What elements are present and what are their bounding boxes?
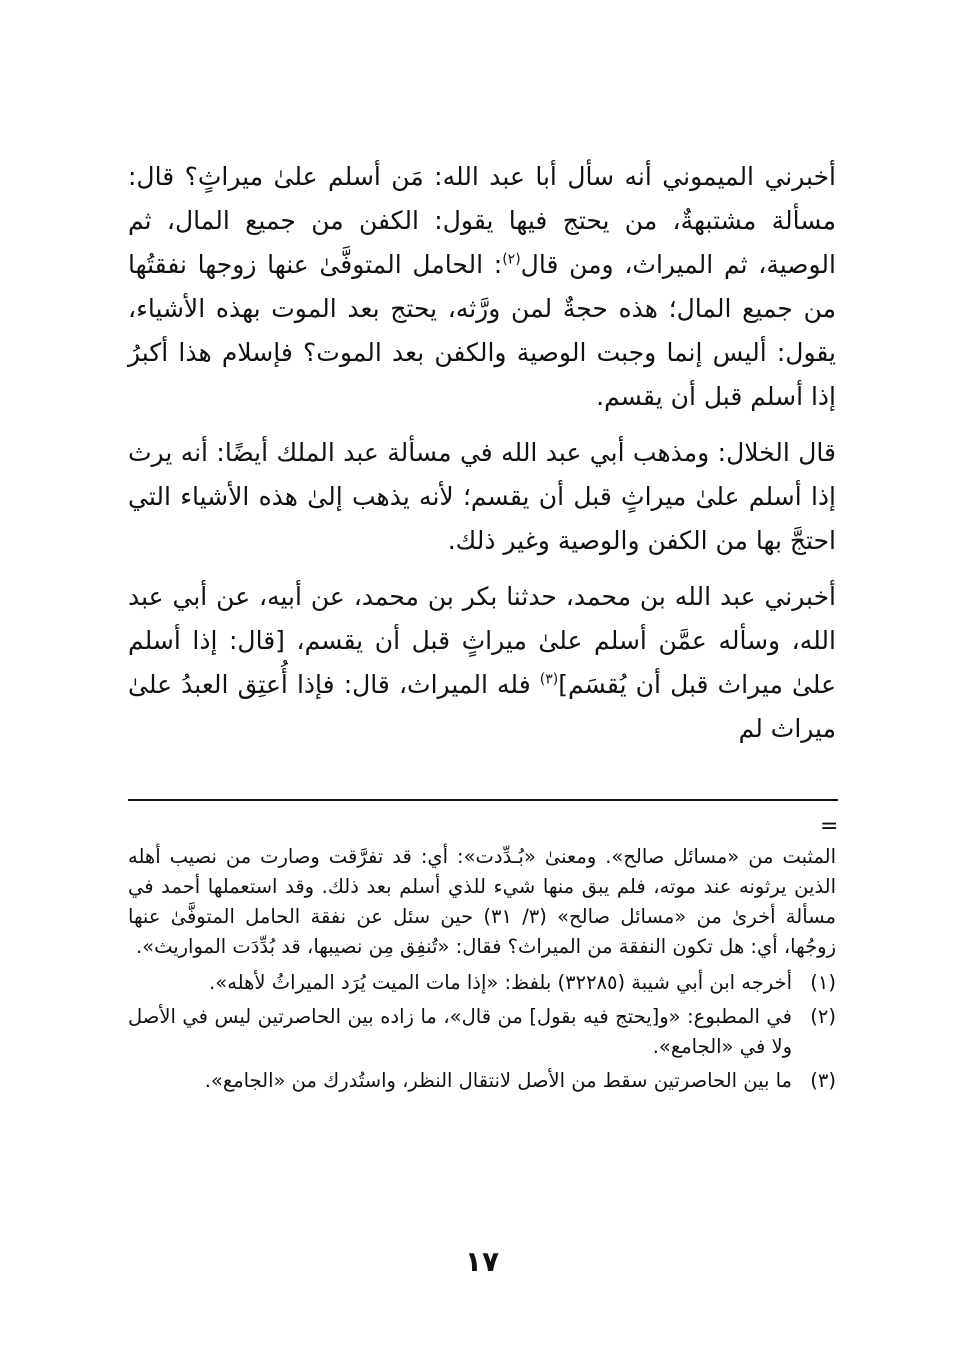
footnote-3-text: ما بين الحاصرتين سقط من الأصل لانتقال النظر، واستُدرك من «الجامع». (204, 1069, 792, 1092)
paragraph-3 (128, 575, 836, 751)
footnote-2-number: (٢) (810, 1005, 836, 1028)
footnote-1-number: (١) (810, 971, 836, 994)
footnote-continuation-mark: = (820, 814, 839, 839)
footnote-ref-3: (٣) (539, 671, 559, 688)
footnote-list (128, 968, 836, 1096)
footnote-3 (128, 1066, 836, 1096)
page-number: ١٧ (464, 1245, 500, 1278)
paragraph-1 (128, 155, 836, 419)
footnote-2 (128, 1002, 836, 1062)
footnote-2-text: في المطبوع: «و[يحتج فيه بقول] من قال»، ما زاده بين الحاصرتين ليس في الأصل ولا في «الجامع». (128, 1005, 792, 1058)
footnote-1 (128, 968, 836, 998)
paragraph-1-text-start: أخبرني الميموني أنه سأل أبا عبد الله: مَن أسلم علىٰ ميراثٍ؟ قال: مسألة مشتبهةٌ، من يحتج فيها يقول: الكفن من جميع المال، ثم الوصية، ثم الميراث، ومن قال (128, 162, 836, 279)
paragraph-1-text-end: : الحامل المتوفَّىٰ عنها زوجها نفقتُها من جميع المال؛ هذه حجةٌ لمن ورَّثه، يحتج بعد الموت بهذه الأشياء، يقول: أليس إنما وجبت الوصية والكفن بعد الموت؟ فإسلام هذا أكبرُ إذا أسلم قبل أن يقسم. (128, 250, 836, 411)
main-text (128, 155, 836, 751)
paragraph-3-text-end: فله الميراث، قال: فإذا أُعتِق العبدُ علىٰ ميراث لم (128, 670, 836, 743)
footnote-ref-2: (٢) (502, 251, 521, 268)
paragraph-3-text-start: أخبرني عبد الله بن محمد، حدثنا بكر بن محمد، عن أبيه، عن أبي عبد الله، وسأله عمَّن أسلم علىٰ ميراثٍ قبل أن يقسم، [قال: إذا أسلم علىٰ ميراث قبل أن يُقسَم] (128, 582, 836, 699)
footnote-1-text: أخرجه ابن أبي شيبة (٣٢٢٨٥) بلفظ: «إذا مات الميت يُرَد الميراثُ لأهله». (209, 971, 792, 994)
footnote-separator (128, 799, 838, 801)
footnotes-section (128, 842, 836, 1100)
footnote-continued-text: المثبت من «مسائل صالح». ومعنىٰ «بُـدِّدت»: أي: قد تفرَّقت وصارت من نصيب أهله الذين يرثونه عند موته، فلم يبق منها شيء للذي أسلم بعد ذلك. وقد استعملها أحمد في مسألة أخرىٰ من «مسائل صالح» (٣/ ٣١) حين سئل عن نفقة الحامل المتوفَّىٰ عنها زوجُها، أي: هل تكون النفقة من الميراث؟ فقال: «تُنفِق مِن نصيبها، قد بُدِّدَت المواريث». (128, 845, 836, 958)
footnote-3-number: (٣) (810, 1069, 836, 1092)
paragraph-2: قال الخلال: ومذهب أبي عبد الله في مسألة عبد الملك أيضًا: أنه يرث إذا أسلم علىٰ ميراثٍ قبل أن يقسم؛ لأنه يذهب إلىٰ هذه الأشياء التي احتجَّ بها من الكفن والوصية وغير ذلك. (128, 438, 836, 555)
